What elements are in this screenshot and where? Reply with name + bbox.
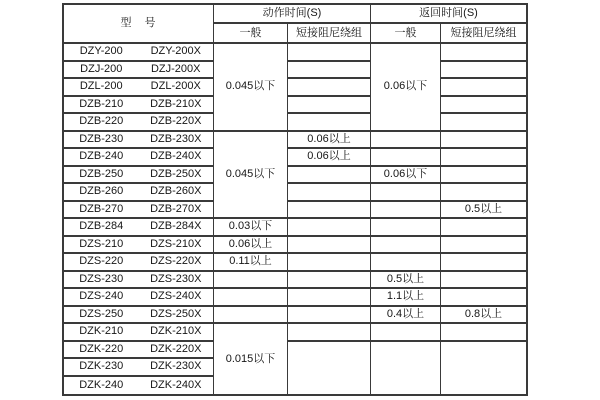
model-cell xyxy=(64,132,214,150)
action-general-cell: 0.03以下 xyxy=(214,219,288,237)
return-general-cell: 0.5以上 xyxy=(371,272,441,290)
model-cell xyxy=(64,44,214,62)
return-general-cell: 1.1以上 xyxy=(371,289,441,307)
model-cell xyxy=(64,289,214,307)
model-name: DZB-250 xyxy=(79,167,124,180)
model-name: DZB-284 xyxy=(79,220,124,233)
return-damping-cell xyxy=(441,79,526,97)
return-damping-cell xyxy=(441,342,526,395)
model-name: DZS-240 xyxy=(79,290,124,303)
action-damping-cell: 0.06以上 xyxy=(288,149,371,167)
return-damping-cell xyxy=(441,272,526,290)
model-name: DZS-230X xyxy=(150,272,202,285)
model-cell xyxy=(64,272,214,290)
return-damping-cell: 0.5以上 xyxy=(441,202,526,220)
action-general-cell: 0.045以下 xyxy=(214,44,288,132)
return-general-cell xyxy=(371,132,441,150)
model-name: DZK-230X xyxy=(150,360,202,373)
model-name: DZS-220 xyxy=(79,255,124,268)
model-name: DZB-240X xyxy=(150,150,202,163)
return-damping-cell xyxy=(441,149,526,167)
model-name: DZB-230X xyxy=(150,132,202,145)
return-general-cell: 0.4以上 xyxy=(371,307,441,325)
return-damping-cell xyxy=(441,219,526,237)
model-name: DZK-220 xyxy=(79,342,124,355)
return-general-cell xyxy=(371,254,441,272)
model-name: DZB-250X xyxy=(150,167,202,180)
model-name: DZK-220X xyxy=(150,342,202,355)
action-damping-cell xyxy=(288,342,371,395)
model-cell xyxy=(64,219,214,237)
action-general-cell: 0.015以下 xyxy=(214,324,288,394)
return-general-cell xyxy=(371,237,441,255)
action-damping-cell xyxy=(288,184,371,202)
model-cell xyxy=(64,97,214,115)
model-cell xyxy=(64,307,214,325)
model-name: DZB-260 xyxy=(79,185,124,198)
action-damping-cell xyxy=(288,202,371,220)
model-name: DZB-210 xyxy=(79,97,124,110)
header-return-time: 返回时间(S) xyxy=(371,5,526,24)
model-name: DZB-240 xyxy=(79,150,124,163)
model-name: DZB-270 xyxy=(79,202,124,215)
model-name: DZS-240X xyxy=(150,290,202,303)
model-name: DZL-200 xyxy=(79,80,123,93)
model-name: DZB-220 xyxy=(79,115,124,128)
model-cell xyxy=(64,62,214,80)
header-action-time: 动作时间(S) xyxy=(214,5,371,24)
return-damping-cell xyxy=(441,44,526,62)
action-general-cell xyxy=(214,272,288,290)
model-name: DZB-230 xyxy=(79,132,124,145)
header-action-general: 一般 xyxy=(214,24,288,44)
action-damping-cell xyxy=(288,254,371,272)
return-general-cell: 0.06以下 xyxy=(371,44,441,132)
model-name: DZB-220X xyxy=(150,115,202,128)
action-damping-cell xyxy=(288,324,371,342)
model-name: DZS-210 xyxy=(79,237,124,250)
action-damping-cell xyxy=(288,272,371,290)
model-name: DZJ-200 xyxy=(80,62,123,75)
action-damping-cell xyxy=(288,289,371,307)
header-return-damping: 短接阻尼绕组 xyxy=(441,24,526,44)
model-name: DZK-230 xyxy=(79,360,124,373)
action-damping-cell xyxy=(288,237,371,255)
header-action-damping: 短接阻尼绕组 xyxy=(288,24,371,44)
model-cell xyxy=(64,114,214,132)
model-name: DZS-250 xyxy=(79,307,124,320)
return-general-cell: 0.06以下 xyxy=(371,167,441,185)
header-model: 型 号 xyxy=(64,5,214,44)
action-damping-cell xyxy=(288,114,371,132)
return-damping-cell xyxy=(441,254,526,272)
model-name: DZB-210X xyxy=(150,97,202,110)
model-name: DZL-200X xyxy=(150,80,201,93)
action-general-cell: 0.045以下 xyxy=(214,132,288,220)
action-damping-cell xyxy=(288,219,371,237)
model-name: DZS-230 xyxy=(79,272,124,285)
return-damping-cell xyxy=(441,167,526,185)
action-damping-cell xyxy=(288,97,371,115)
model-name: DZK-210 xyxy=(79,325,124,338)
model-cell xyxy=(64,342,214,360)
model-cell xyxy=(64,359,214,377)
model-name: DZK-210X xyxy=(150,325,202,338)
return-general-cell xyxy=(371,342,441,395)
return-damping-cell xyxy=(441,289,526,307)
model-cell xyxy=(64,377,214,395)
header-return-general: 一般 xyxy=(371,24,441,44)
model-cell xyxy=(64,324,214,342)
action-general-cell: 0.06以上 xyxy=(214,237,288,255)
model-name: DZS-250X xyxy=(150,307,202,320)
action-general-cell xyxy=(214,289,288,307)
model-cell xyxy=(64,254,214,272)
model-cell xyxy=(64,184,214,202)
model-cell xyxy=(64,167,214,185)
model-cell xyxy=(64,202,214,220)
model-name: DZB-260X xyxy=(150,185,202,198)
action-general-cell: 0.11以上 xyxy=(214,254,288,272)
model-name: DZY-200 xyxy=(79,45,123,58)
return-damping-cell xyxy=(441,184,526,202)
return-damping-cell xyxy=(441,62,526,80)
model-name: DZB-284X xyxy=(150,220,202,233)
model-cell xyxy=(64,79,214,97)
model-cell xyxy=(64,149,214,167)
spec-table xyxy=(62,3,528,396)
return-general-cell xyxy=(371,184,441,202)
model-name: DZS-220X xyxy=(150,255,202,268)
action-damping-cell xyxy=(288,44,371,62)
model-name: DZS-210X xyxy=(150,237,202,250)
action-damping-cell: 0.06以上 xyxy=(288,132,371,150)
model-name: DZK-240 xyxy=(79,378,124,391)
return-damping-cell xyxy=(441,97,526,115)
return-general-cell xyxy=(371,202,441,220)
return-damping-cell xyxy=(441,237,526,255)
model-name: DZY-200X xyxy=(150,45,201,58)
model-cell xyxy=(64,237,214,255)
action-damping-cell xyxy=(288,167,371,185)
model-name: DZK-240X xyxy=(150,378,202,391)
action-damping-cell xyxy=(288,307,371,325)
return-damping-cell xyxy=(441,324,526,342)
return-damping-cell xyxy=(441,132,526,150)
return-general-cell xyxy=(371,219,441,237)
model-name: DZJ-200X xyxy=(150,62,201,75)
return-general-cell xyxy=(371,149,441,167)
model-name: DZB-270X xyxy=(150,202,202,215)
action-general-cell xyxy=(214,307,288,325)
return-general-cell xyxy=(371,324,441,342)
action-damping-cell xyxy=(288,62,371,80)
return-damping-cell: 0.8以上 xyxy=(441,307,526,325)
return-damping-cell xyxy=(441,114,526,132)
action-damping-cell xyxy=(288,79,371,97)
